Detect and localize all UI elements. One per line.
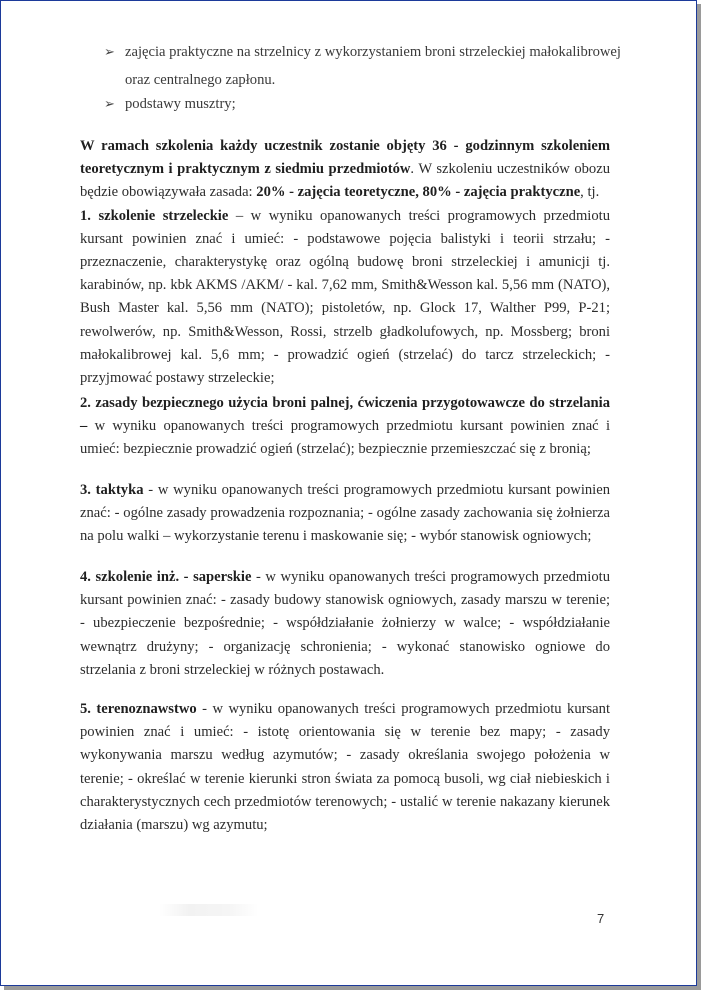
document-page	[1, 1, 696, 985]
section-title: 1. szkolenie strzeleckie	[80, 207, 229, 224]
list-item	[104, 90, 624, 118]
list-item-line: oraz centralnego zapłonu.	[125, 72, 276, 88]
arrow-bullet-icon: ➢	[104, 96, 115, 111]
intro-paragraph	[80, 135, 610, 390]
intro-bold-text: W ramach szkolenia każdy uczestnik zostanie objęty 36 - godzinnym szkoleniem teoretycznym i praktycznym z siedmiu przedmiotów	[80, 138, 610, 178]
arrow-bullet-icon: ➢	[104, 44, 115, 59]
intro-bold-ratio: 20% - zajęcia teoretyczne, 80% - zajęcia praktyczne	[256, 184, 581, 201]
section-paragraph	[80, 566, 610, 682]
section-body: - w wyniku opanowanych treści programowych przedmiotu kursant powinien znać: - zasady budowy stanowisk ogniowych, zasady marszu w terenie; - ubezpieczenie bezpośrednie; - współdziałanie żołnierzy w walce; - współdziałanie wewnątrz drużyny; - organizację schronienia; - wykonać stanowisko ogniowe do strzelania z broni strzeleckiej w różnych postawach.	[80, 569, 610, 678]
section-title: 3. taktyka	[80, 482, 144, 498]
section-body: - w wyniku opanowanych treści programowych przedmiotu kursant powinien znać i umieć: - istotę orientowania się w terenie bez mapy; - zasady wykonywania marszu według azymutów; - zasady określania swojego położenia w terenie; - określać w terenie kierunki stron świata za pomocą busoli, wg ciał niebieskich i charakterystycznych cech przedmiotów terenowych; - ustalić w terenie nakazany kierunek działania (marszu) wg azymutu;	[80, 701, 611, 834]
section-paragraph	[80, 479, 610, 549]
list-item	[104, 38, 624, 94]
list-item-line: podstawy musztry;	[125, 96, 236, 112]
page-number: 7	[597, 911, 605, 926]
section-body: w wyniku opanowanych treści programowych przedmiotu kursant powinien znać i umieć: bezpiecznie prowadzić ogień (strzelać); bezpiecznie przemieszczać się z bronią;	[80, 418, 610, 458]
section-paragraph	[80, 698, 610, 837]
section-title: 5. terenoznawstwo	[80, 701, 197, 717]
section-body: - w wyniku opanowanych treści programowych przedmiotu kursant powinien znać: - ogólne zasady prowadzenia rozpoznania; - ogólne zasady zachowania się żołnierza na polu walki – wykorzystanie terenu i maskowanie się; - wybór stanowisk ogniowych;	[80, 482, 611, 545]
scan-smudge	[159, 904, 259, 916]
intro-text: . W szkoleniu uczestników obozu będzie obowiązywała zasada:	[80, 161, 610, 201]
section-body: – w wyniku opanowanych treści programowych przedmiotu kursant powinien znać i umieć: - podstawowe pojęcia balistyki i teorii strzału; - przeznaczenie, charakterystykę oraz ogólną budowę broni strzeleckiej i amunicji tj. karabinów, np. kbk AKMS /AKM/ - kal. 7,62 mm, Smith&Wesson kal. 5,56 mm (NATO), Bush Master kal. 5,56 mm (NATO); pistoletów, np. Glock 17, Walther P99, P-21; rewolwerów, np. Smith&Wesson, Rossi, strzelb gładkolufowych, np. Mossberg; broni małokalibrowej kal. 5,6 mm; - prowadzić ogień (strzelać) do tarcz strzeleckich; - przyjmować postawy strzeleckie;	[80, 207, 611, 387]
section-title: 2. zasady bezpiecznego użycia broni palnej, ćwiczenia przygotowawcze do strzelania –	[80, 395, 610, 435]
section-title: 4. szkolenie inż. - saperskie	[80, 569, 252, 585]
list-item-line: zajęcia praktyczne na strzelnicy z wykorzystaniem broni strzeleckiej małokalibrowej	[125, 44, 621, 60]
section-paragraph	[80, 392, 610, 462]
intro-text-tail: , tj.	[580, 184, 600, 201]
